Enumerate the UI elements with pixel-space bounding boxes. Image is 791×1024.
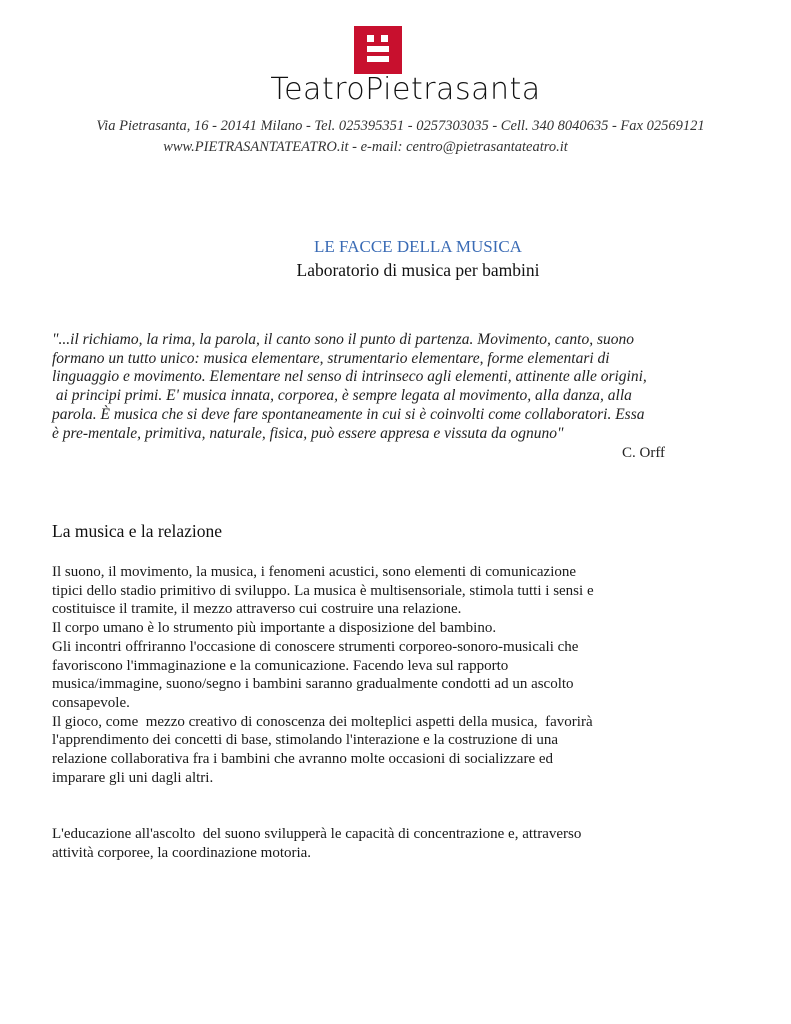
address-line: Via Pietrasanta, 16 - 20141 Milano - Tel. 025395351 - 0257303035 - Cell. 340 8040635 - Fax 02569121 [96, 118, 705, 134]
paragraph-line: Gli incontri offriranno l'occasione di conoscere strumenti corporeo-sonoro-musicali che [52, 638, 579, 655]
paragraph-line: relazione collaborativa fra i bambini che avranno molte occasioni di socializzare ed [52, 751, 554, 768]
document-title: LE FACCE DELLA MUSICA [314, 237, 522, 256]
logo-wordmark: TeatroPietrasanta [270, 72, 541, 107]
section-heading: La musica e la relazione [52, 521, 223, 541]
paragraph-line: Il suono, il movimento, la musica, i fenomeni acustici, sono elementi di comunicazione [52, 564, 577, 580]
paragraph-line: consapevole. [52, 694, 130, 711]
paragraph-line: favoriscono l'immaginazione e la comunicazione. Facendo leva sul rapporto [52, 657, 509, 674]
document-subtitle: Laboratorio di musica per bambini [296, 260, 540, 280]
quote-line: linguaggio e movimento. Elementare nel senso di intrinseco agli elementi, attinente alle origini, [52, 368, 647, 386]
paragraph-line: Il corpo umano è lo strumento più importante a disposizione del bambino. [52, 620, 497, 637]
paragraph-line: costituisce il tramite, il mezzo attraverso cui costruire una relazione. [52, 601, 462, 618]
teatro-pietrasanta-logo-icon [354, 26, 402, 74]
section-paragraph-1 [52, 563, 732, 787]
quote-line: ai principi primi. E' musica innata, corporea, è sempre legata al movimento, alla danza, alla [52, 387, 632, 405]
paragraph-line: attività corporee, la coordinazione motoria. [52, 844, 312, 861]
section-paragraph-2 [52, 825, 732, 862]
paragraph-line: l'apprendimento dei concetti di base, stimolando l'interazione e la costruzione di una [52, 732, 559, 749]
orff-quote [52, 331, 732, 443]
web-email-line: www.PIETRASANTATEATRO.it - e-mail: centro@pietrasantateatro.it [163, 139, 568, 155]
paragraph-line: musica/immagine, suono/segno i bambini saranno gradualmente condotti ad un ascolto [52, 676, 574, 693]
paragraph-line: tipici dello stadio primitivo di sviluppo. La musica è multisensoriale, stimola tutti i sensi e [52, 582, 594, 599]
paragraph-line: L'educazione all'ascolto del suono svilupperà le capacità di concentrazione e, attraverso [52, 826, 582, 842]
quote-author: C. Orff [622, 445, 666, 461]
paragraph-line: Il gioco, come mezzo creativo di conoscenza dei molteplici aspetti della musica, favorirà [52, 713, 593, 730]
quote-line: parola. È musica che si deve fare spontaneamente in cui si è coinvolti come collaboratori. Essa [52, 405, 645, 423]
paragraph-line: imparare gli uni dagli altri. [52, 769, 214, 786]
quote-line: formano un tutto unico: musica elementare, strumentario elementare, forme elementari di [52, 349, 610, 367]
quote-line: "...il richiamo, la rima, la parola, il canto sono il punto di partenza. Movimento, canto, suono [52, 331, 634, 348]
quote-line: è pre-mentale, primitiva, naturale, fisica, può essere appresa e vissuta da ognuno" [52, 424, 564, 442]
title-block [0, 236, 791, 282]
